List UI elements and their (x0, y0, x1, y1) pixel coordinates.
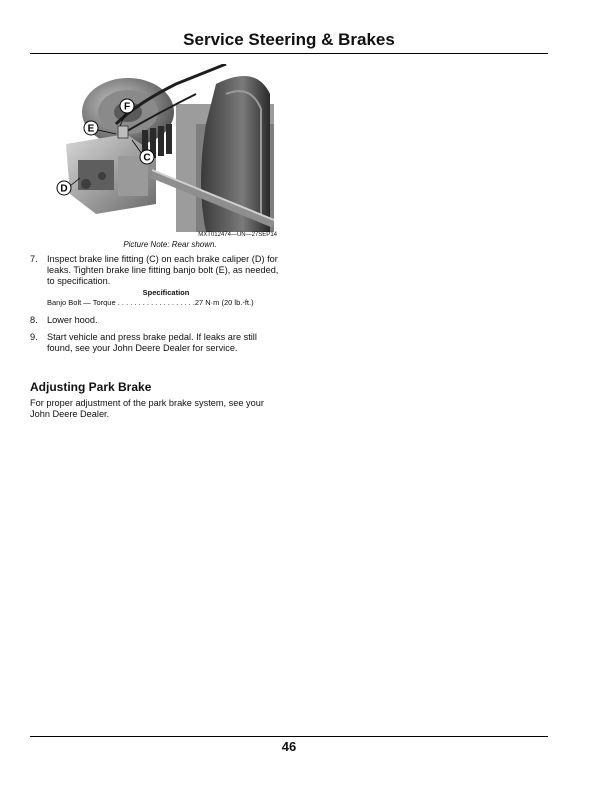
figure-code: MXT012474—UN—27SEP14 (198, 232, 277, 238)
callout-f (120, 99, 134, 113)
step-number: 8. (30, 315, 38, 325)
step-number: 7. (30, 254, 38, 264)
step-text: Inspect brake line fitting (C) on each brake caliper (D) for leaks. Tighten brake line fitting banjo bolt (E), as needed, to specification. (47, 254, 279, 286)
svg-text:F: F (123, 101, 131, 113)
specification-row: Banjo Bolt — Torque . . . . . . . . . . . . . . . . . . .27 N·m (20 lb.-ft.) (47, 298, 254, 307)
footer-rule (30, 736, 548, 737)
step-text: Lower hood. (47, 315, 98, 325)
section-body: For proper adjustment of the park brake system, see your John Deere Dealer. (30, 398, 264, 419)
figure-note: Picture Note: Rear shown. (123, 240, 217, 249)
callout-c (140, 150, 154, 164)
svg-text:C: C (143, 152, 151, 164)
svg-text:D: D (60, 183, 68, 195)
section-heading: Adjusting Park Brake (30, 380, 152, 394)
step-number: 9. (30, 332, 38, 342)
svg-text:E: E (87, 123, 95, 135)
brake-caliper-photo (56, 64, 274, 232)
page-number: 46 (281, 739, 297, 754)
header-rule (30, 53, 548, 54)
page-title: Service Steering & Brakes (183, 30, 395, 49)
specification-heading: Specification (142, 288, 190, 297)
callout-d (57, 181, 71, 195)
callout-e (84, 121, 98, 135)
step-text: Start vehicle and press brake pedal. If leaks are still found, see your John Deere Dealer for service. (47, 332, 257, 353)
